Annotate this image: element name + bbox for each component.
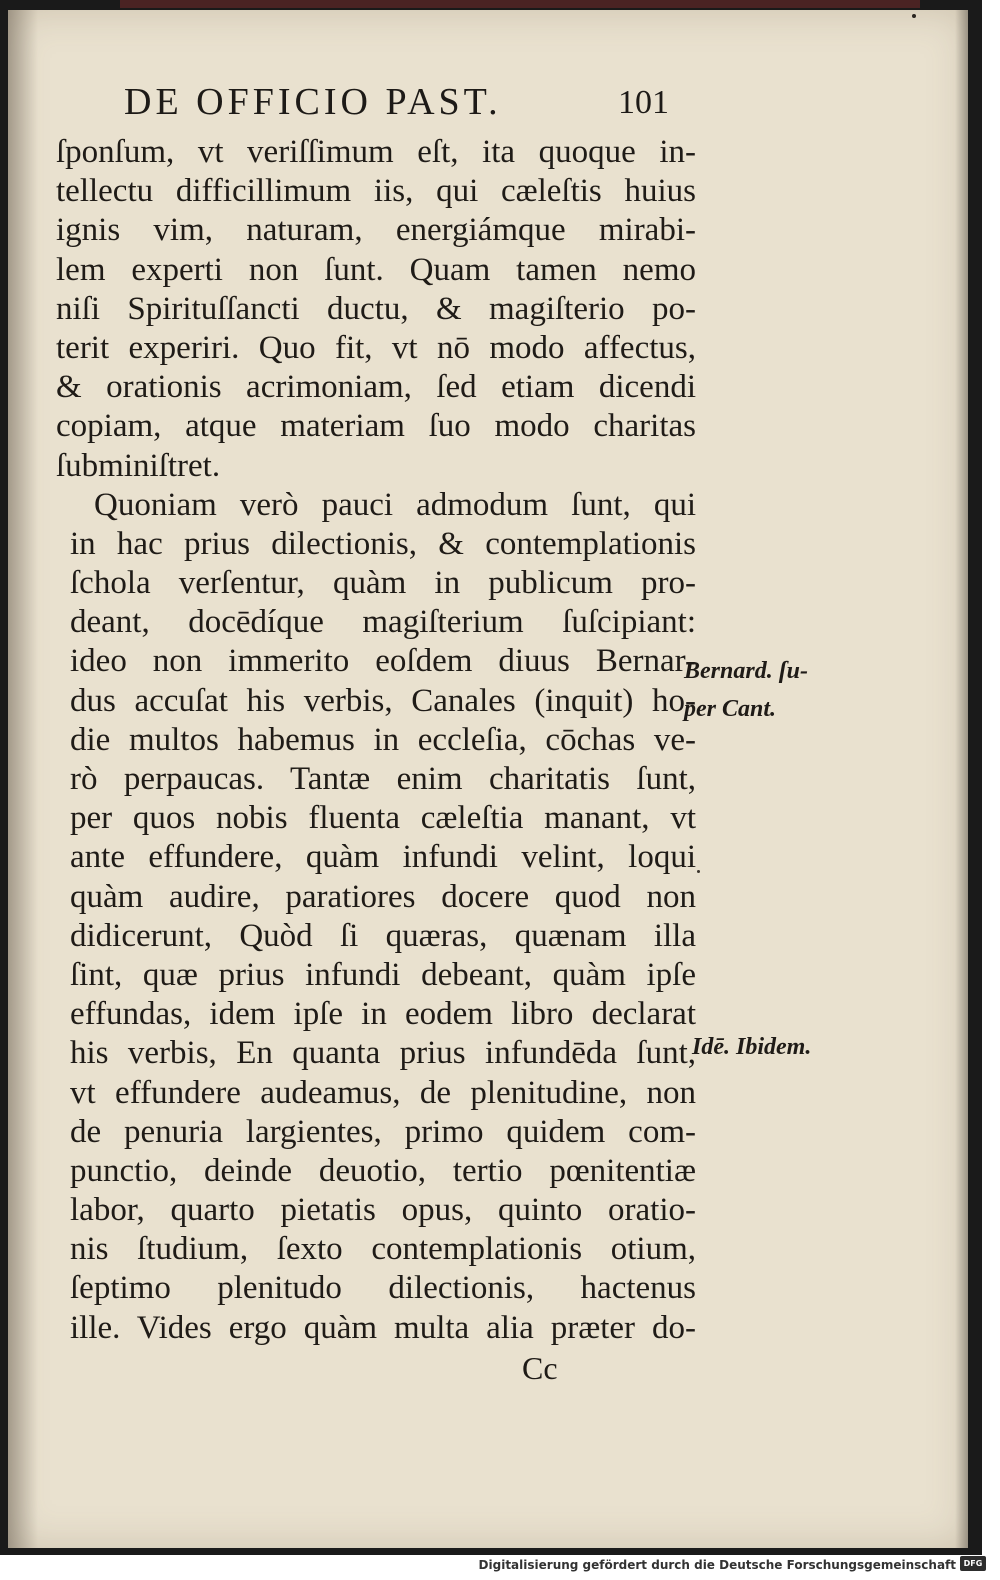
text-line: his verbis, En quanta prius infundēda ſunt, bbox=[70, 1035, 696, 1072]
text-line: ſponſum, vt veriſſimum eſt, ita quoque in- bbox=[56, 134, 696, 170]
spine-shadow bbox=[8, 10, 38, 1548]
signature-mark: Cc bbox=[522, 1350, 558, 1386]
text-line: die multos habemus in eccleſia, cōchas ve- bbox=[70, 721, 696, 758]
text-line: copiam, atque materiam ſuo modo charitas bbox=[56, 408, 696, 445]
text-line: vt effundere audeamus, de plenitudine, non bbox=[70, 1074, 696, 1111]
text-line: nis ſtudium, ſexto contemplationis otium, bbox=[70, 1231, 696, 1268]
text-line: & orationis acrimoniam, ſed etiam dicendi bbox=[56, 369, 696, 406]
folio-number: 101 bbox=[618, 84, 669, 121]
stray-ink-mark bbox=[912, 14, 916, 18]
text-line: rò perpaucas. Tantæ enim charitatis ſunt, bbox=[70, 761, 696, 797]
text-line: ideo non immerito eoſdem diuus Bernar- bbox=[70, 643, 696, 680]
marginal-note-cant: per Cant. bbox=[684, 696, 777, 722]
text-line: ille. Vides ergo quàm multa alia præter do- bbox=[70, 1309, 696, 1346]
body-text bbox=[56, 133, 696, 1348]
text-line: deant, docēdíque magiſterium ſuſcipiant: bbox=[70, 604, 696, 641]
dfg-logo: DFG bbox=[960, 1556, 986, 1571]
text-line: ignis vim, naturam, energiámque mirabi- bbox=[56, 212, 696, 249]
page-right-edge bbox=[955, 10, 968, 1548]
text-line: in hac prius dilectionis, & contemplationis bbox=[70, 525, 696, 562]
text-line: dus accuſat his verbis, Canales (inquit) ho- bbox=[70, 682, 696, 719]
text-line: didicerunt, Quòd ſi quæras, quænam illa bbox=[70, 917, 696, 954]
text-line: effundas, idem ipſe in eodem libro declarat bbox=[70, 996, 696, 1033]
text-line: per quos nobis fluenta cæleſtia manant, vt bbox=[70, 800, 696, 837]
marginal-note-ibidem: Idē. Ibidem. bbox=[692, 1034, 812, 1060]
text-line: terit experiri. Quo fit, vt nō modo affectus, bbox=[56, 329, 696, 366]
text-line: de penuria largientes, primo quidem com- bbox=[70, 1113, 696, 1150]
text-line: tellectu difficillimum iis, qui cæleſtis huius bbox=[56, 173, 696, 210]
paragraph-first-line: Quoniam verò pauci admodum ſunt, qui bbox=[94, 486, 696, 523]
text-line: punctio, deinde deuotio, tertio pœnitentiæ bbox=[70, 1152, 696, 1189]
text-line: quàm audire, paratiores docere quod non bbox=[70, 878, 696, 915]
running-head: DE OFFICIO PAST. bbox=[124, 81, 502, 123]
text-line: ſint, quæ prius infundi debeant, quàm ipſe bbox=[70, 956, 696, 993]
text-line: lem experti non ſunt. Quam tamen nemo bbox=[56, 251, 696, 288]
text-line: niſi Spirituſſancti ductu, & magiſterio po- bbox=[56, 290, 696, 327]
text-line: ſubminiſtret. bbox=[56, 447, 221, 484]
marginal-note-bernard: Bernard. ſu- bbox=[684, 658, 809, 684]
text-line: labor, quarto pietatis opus, quinto oratio- bbox=[70, 1192, 696, 1229]
text-line: ſeptimo plenitudo dilectionis, hactenus bbox=[70, 1270, 696, 1307]
stray-dot bbox=[697, 870, 700, 873]
text-line: ſchola verſentur, quàm in publicum pro- bbox=[70, 565, 696, 602]
funding-credit: Digitalisierung gefördert durch die Deutsche Forschungsgemeinschaft bbox=[478, 1558, 956, 1572]
book-top-edge bbox=[120, 0, 920, 8]
text-line: ante effundere, quàm infundi velint, loqui bbox=[70, 839, 696, 876]
